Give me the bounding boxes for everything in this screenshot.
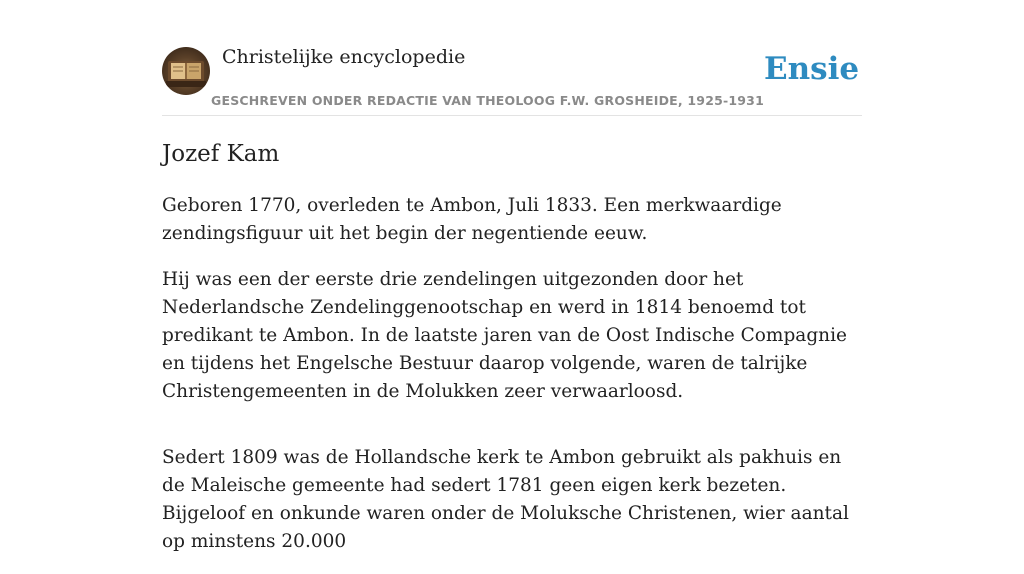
ensie-logo-link[interactable]: Ensie <box>764 51 860 87</box>
article-paragraph: Geboren 1770, overleden te Ambon, Juli 1833. Een merkwaardige zendingsfiguur uit het begin der negentiende eeuw. <box>162 195 782 244</box>
article-paragraph: Sedert 1809 was de Hollandsche kerk te Ambon gebruikt als pakhuis en de Maleische gemeente had sedert 1781 geen eigen kerk bezeten. Bijgeloof en onkunde waren onder de Moluksche Christenen, wier aantal op minstens 20.000 <box>162 447 849 552</box>
article-body <box>162 192 862 574</box>
site-subtitle: GESCHREVEN ONDER REDACTIE VAN THEOLOOG F.W. GROSHEIDE, 1925-1931 <box>211 93 764 108</box>
article-title: Jozef Kam <box>162 141 280 167</box>
article-paragraph: Hij was een der eerste drie zendelingen uitgezonden door het Nederlandsche Zendelinggenootschap en werd in 1814 benoemd tot predikant te Ambon. In de laatste jaren van de Oost Indische Compagnie en tijdens het Engelsche Bestuur daarop volgende, waren de talrijke Christengemeenten in de Molukken zeer verwaarloosd. <box>162 269 847 402</box>
header-divider <box>162 115 862 116</box>
site-title[interactable]: Christelijke encyclopedie <box>222 46 466 68</box>
book-photo-icon[interactable] <box>162 47 210 95</box>
